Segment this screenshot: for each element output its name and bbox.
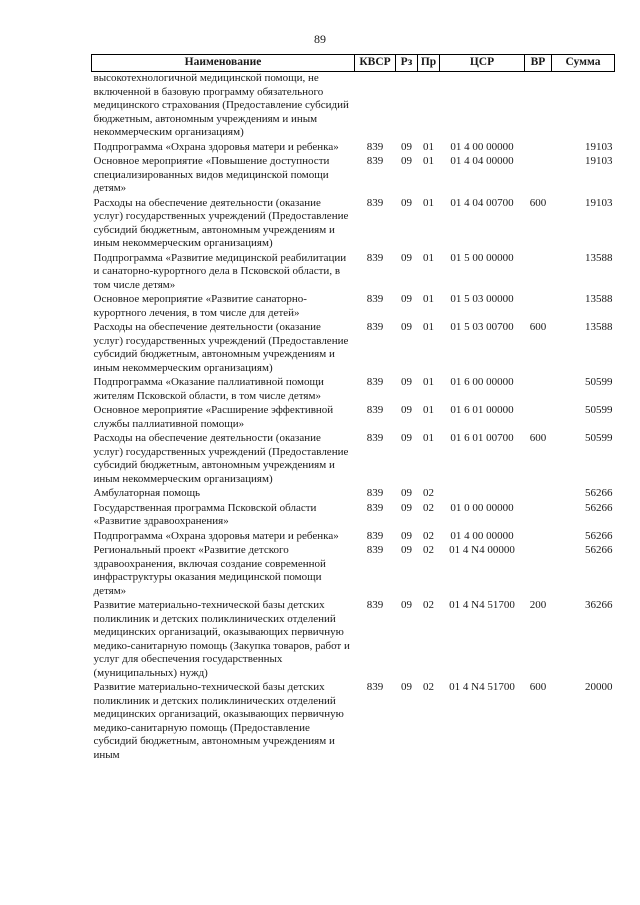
cell-sum: 36266 <box>585 599 613 611</box>
table-row <box>92 404 615 432</box>
cell-csr <box>440 487 525 502</box>
cell-name: Подпрограмма «Оказание паллиативной помощи жителям Псковской области, в том числе детям» <box>93 376 324 402</box>
header-pr: Пр <box>418 55 440 72</box>
cell-sum <box>552 72 615 141</box>
cell-csr: 01 4 N4 51700 <box>449 599 515 611</box>
cell-pr: 01 <box>423 140 434 153</box>
cell-rz: 09 <box>401 251 412 264</box>
cell-sum: 19103 <box>585 155 613 167</box>
table-row <box>92 197 615 252</box>
cell-rz: 09 <box>401 487 412 499</box>
cell-pr: 02 <box>423 487 434 499</box>
header-name: Наименование <box>92 55 355 72</box>
cell-pr: 02 <box>423 529 434 542</box>
header-kvsr: КВСР <box>355 55 396 72</box>
budget-table <box>91 54 615 763</box>
page-number: 89 <box>314 32 326 46</box>
cell-kvsr: 839 <box>366 501 384 514</box>
cell-kvsr: 839 <box>366 251 384 264</box>
cell-name: Расходы на обеспечение деятельности (оказание услуг) государственных учреждений (Предоставление субсидий бюджетным, автономным учреждениям и иным некоммерческим организациям) <box>93 196 349 249</box>
table-row <box>92 155 615 197</box>
cell-pr: 02 <box>423 544 434 556</box>
cell-rz: 09 <box>401 529 412 542</box>
cell-name: Расходы на обеспечение деятельности (оказание услуг) государственных учреждений (Предоставление субсидий бюджетным, автономным учреждениям и иным некоммерческим организациям) <box>93 432 349 485</box>
cell-vr <box>525 404 552 432</box>
header-csr: ЦСР <box>440 55 525 72</box>
cell-sum: 19103 <box>585 140 613 153</box>
cell-pr: 01 <box>423 251 434 264</box>
cell-name: Подпрограмма «Охрана здоровья матери и ребенка» <box>93 140 339 153</box>
cell-sum: 13588 <box>585 293 613 305</box>
cell-csr <box>440 72 525 141</box>
cell-pr: 01 <box>423 321 434 333</box>
cell-vr <box>525 141 552 156</box>
cell-rz <box>396 72 418 141</box>
cell-pr: 02 <box>423 501 434 514</box>
table-header-row <box>92 55 615 72</box>
cell-rz: 09 <box>401 599 412 611</box>
cell-sum: 56266 <box>585 501 613 514</box>
cell-csr: 01 4 00 00000 <box>450 529 514 542</box>
cell-sum: 50599 <box>585 376 613 388</box>
cell-kvsr: 839 <box>366 681 384 693</box>
cell-csr: 01 5 00 00000 <box>450 251 514 264</box>
cell-vr <box>525 502 552 530</box>
cell-name: Расходы на обеспечение деятельности (оказание услуг) государственных учреждений (Предоставление субсидий бюджетным, автономным учреждениям и иным некоммерческим организациям) <box>93 321 349 374</box>
cell-rz: 09 <box>401 155 412 167</box>
cell-name: Основное мероприятие «Повышение доступности специализированных видов медицинской помощи детям» <box>93 155 330 194</box>
table-row <box>92 432 615 487</box>
cell-sum: 20000 <box>585 681 613 693</box>
header-sum: Сумма <box>552 55 615 72</box>
cell-csr: 01 4 N4 51700 <box>449 681 515 693</box>
cell-vr <box>525 252 552 294</box>
cell-name: Амбулаторная помощь <box>93 487 201 499</box>
table-row <box>92 321 615 376</box>
cell-vr <box>525 293 552 321</box>
table-row <box>92 502 615 530</box>
cell-kvsr: 839 <box>366 140 384 153</box>
cell-sum: 13588 <box>585 251 613 264</box>
cell-sum: 56266 <box>585 544 613 556</box>
cell-sum: 13588 <box>585 321 613 333</box>
cell-csr: 01 5 03 00000 <box>450 293 514 305</box>
cell-name: Региональный проект «Развитие детского здравоохранения, включая создание современной инфраструктуры оказания медицинской помощи детям» <box>93 544 326 597</box>
cell-pr: 01 <box>423 432 434 444</box>
cell-csr: 01 4 00 00000 <box>450 140 514 153</box>
cell-vr <box>525 487 552 502</box>
cell-vr: 600 <box>529 681 547 693</box>
cell-kvsr: 839 <box>366 599 384 611</box>
cell-rz: 09 <box>401 140 412 153</box>
cell-name: Подпрограмма «Охрана здоровья матери и ребенка» <box>93 529 339 542</box>
table-row <box>92 487 615 502</box>
cell-vr <box>525 376 552 404</box>
cell-kvsr: 839 <box>366 321 384 333</box>
table-row <box>92 72 615 141</box>
cell-name: Подпрограмма «Развитие медицинской реабилитации и санаторно-курортного дела в Псковской области, в том числе детям» <box>93 251 347 291</box>
cell-name: Государственная программа Псковской области «Развитие здравоохранения» <box>93 501 317 527</box>
cell-pr: 01 <box>423 196 434 209</box>
table-row <box>92 681 615 763</box>
cell-kvsr: 839 <box>366 432 384 444</box>
cell-csr: 01 0 00 00000 <box>450 501 514 514</box>
cell-csr: 01 6 01 00700 <box>450 432 514 444</box>
cell-rz: 09 <box>401 501 412 514</box>
cell-rz: 09 <box>401 321 412 333</box>
cell-pr: 02 <box>423 599 434 611</box>
cell-name: Основное мероприятие «Развитие санаторно-курортного лечения, в том числе для детей» <box>93 293 307 319</box>
cell-pr: 01 <box>423 293 434 305</box>
cell-sum: 19103 <box>585 196 613 209</box>
cell-pr: 02 <box>423 681 434 693</box>
cell-sum: 56266 <box>585 487 613 499</box>
cell-pr: 01 <box>423 376 434 388</box>
cell-vr <box>525 544 552 599</box>
cell-vr <box>525 155 552 197</box>
cell-sum: 50599 <box>585 404 613 416</box>
table-row <box>92 293 615 321</box>
cell-vr: 200 <box>529 599 547 611</box>
table-row <box>92 599 615 681</box>
cell-rz: 09 <box>401 432 412 444</box>
cell-kvsr: 839 <box>366 293 384 305</box>
cell-name: Развитие материально-технической базы детских поликлиник и детских поликлинических отделений медицинских организаций, оказывающих первичную медико-санитарную помощь (Предоставление субсидий бюджетным, автономным учреждениям и иным <box>93 681 344 761</box>
cell-kvsr: 839 <box>366 529 384 542</box>
cell-rz: 09 <box>401 404 412 416</box>
cell-csr: 01 5 03 00700 <box>450 321 514 333</box>
table-row <box>92 252 615 294</box>
header-vr: ВР <box>525 55 552 72</box>
cell-kvsr: 839 <box>366 544 384 556</box>
cell-sum: 56266 <box>585 529 613 542</box>
cell-sum: 50599 <box>585 432 613 444</box>
cell-csr: 01 6 00 00000 <box>450 376 514 388</box>
cell-kvsr: 839 <box>366 487 384 499</box>
cell-vr <box>525 530 552 545</box>
cell-pr: 01 <box>423 404 434 416</box>
cell-kvsr: 839 <box>366 404 384 416</box>
cell-rz: 09 <box>401 293 412 305</box>
cell-rz: 09 <box>401 544 412 556</box>
table-row <box>92 530 615 545</box>
cell-kvsr: 839 <box>366 376 384 388</box>
cell-csr: 01 6 01 00000 <box>450 404 514 416</box>
cell-vr: 600 <box>529 196 547 209</box>
cell-pr: 01 <box>423 155 434 167</box>
table-row <box>92 376 615 404</box>
table-row <box>92 141 615 156</box>
cell-vr <box>525 72 552 141</box>
cell-rz: 09 <box>401 376 412 388</box>
cell-rz: 09 <box>401 681 412 693</box>
cell-csr: 01 4 N4 00000 <box>449 544 515 556</box>
cell-pr <box>418 72 440 141</box>
cell-kvsr: 839 <box>366 155 384 167</box>
cell-vr: 600 <box>529 432 547 444</box>
cell-vr: 600 <box>529 321 547 333</box>
cell-name: Основное мероприятие «Расширение эффективной службы паллиативной помощи» <box>93 404 334 430</box>
cell-name: Развитие материально-технической базы детских поликлиник и детских поликлинических отделений медицинских организаций, оказывающих первичную медико-санитарную помощь (Закупка товаров, работ и услуг для обеспечения государственных (муниципальных) нужд) <box>93 599 350 679</box>
header-rz: Рз <box>396 55 418 72</box>
cell-csr: 01 4 04 00700 <box>450 196 514 209</box>
cell-rz: 09 <box>401 196 412 209</box>
cell-csr: 01 4 04 00000 <box>450 155 514 167</box>
table-row <box>92 544 615 599</box>
cell-kvsr <box>355 72 396 141</box>
cell-name: высокотехнологичной медицинской помощи, не включенной в базовую программу обязательного медицинского страхования (Предоставление субсидий бюджетным, автономным учреждениям и иным некоммерческим организациям) <box>93 72 349 138</box>
cell-kvsr: 839 <box>366 196 384 209</box>
